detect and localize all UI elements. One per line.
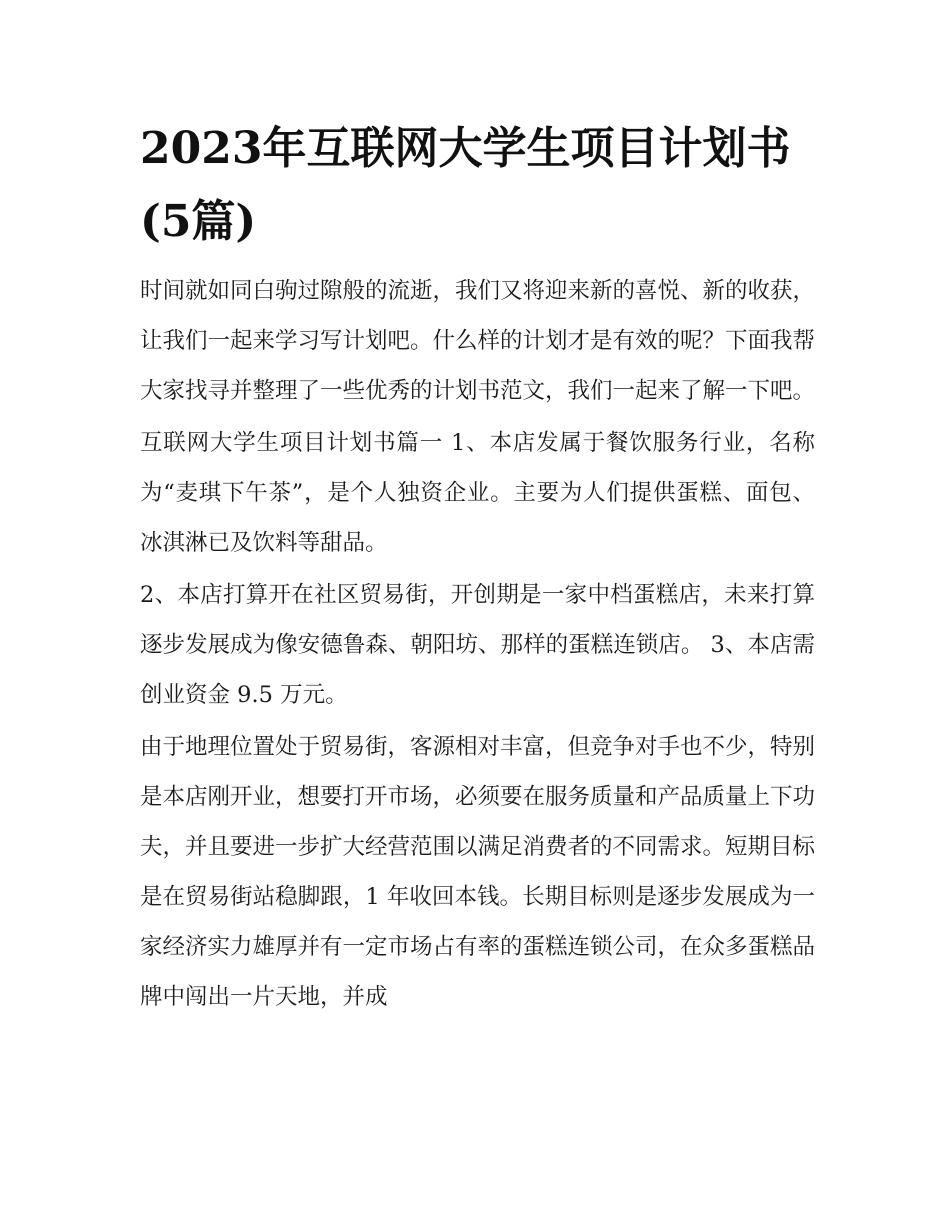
paragraph-goals: 由于地理位置处于贸易街，客源相对丰富，但竞争对手也不少，特别是本店刚开业，想要打开市场，必须要在服务质量和产品质量上下功夫，并且要进一步扩大经营范围以满足消费者的不同需求。短期目标是在贸易街站稳脚跟，1 年收回本钱。长期目标则是逐步发展成为一家经济实力雄厚并有一定市场占有率的蛋糕连锁公司，在众多蛋糕品牌中闯出一片天地，并成 [140, 734, 816, 1010]
paragraph-section-one: 互联网大学生项目计划书篇一 1、本店发属于餐饮服务行业，名称为“麦琪下午茶”，是个人独资企业。主要为人们提供蛋糕、面包、冰淇淋已及饮料等甜品。 [140, 430, 815, 556]
paragraph-intro: 时间就如同白驹过隙般的流逝，我们又将迎来新的喜悦、新的收获，让我们一起来学习写计划吧。什么样的计划才是有效的呢？下面我帮大家找寻并整理了一些优秀的计划书范文，我们一起来了解一下吧。 [140, 278, 816, 404]
document-body [140, 112, 815, 1024]
document-title: 2023年互联网大学生项目计划书(5篇) [140, 123, 791, 247]
paragraph-location-funding: 2、本店打算开在社区贸易街，开创期是一家中档蛋糕店，未来打算逐步发展成为像安德鲁森、朝阳坊、那样的蛋糕连锁店。 3、本店需创业资金 9.5 万元。 [140, 582, 815, 708]
